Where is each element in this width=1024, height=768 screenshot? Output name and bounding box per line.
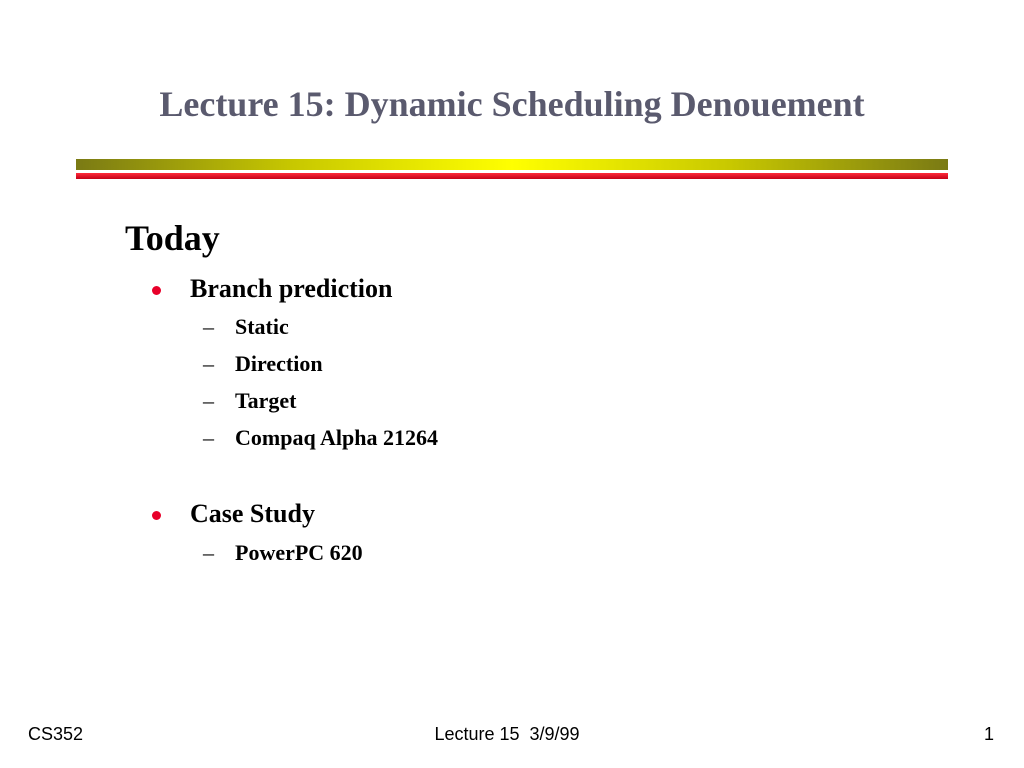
title-rule-yellow <box>76 159 948 170</box>
sub-item-label: Static <box>235 314 289 339</box>
dash-icon: – <box>203 351 214 376</box>
footer-page-number: 1 <box>983 724 994 744</box>
section-heading: Today <box>125 218 220 258</box>
dash-icon: – <box>203 388 214 413</box>
sub-item-label: Direction <box>235 351 323 376</box>
slide-title: Lecture 15: Dynamic Scheduling Denouement <box>159 84 865 124</box>
bullet-dot-icon <box>152 511 161 520</box>
dash-icon: – <box>203 314 214 339</box>
bullet-dot-icon <box>152 286 161 295</box>
bullet-label: Branch prediction <box>190 274 393 303</box>
dash-icon: – <box>203 425 214 450</box>
dash-icon: – <box>203 540 214 565</box>
footer-course: CS352 <box>28 724 84 744</box>
footer-lecture-date: Lecture 15 3/9/99 <box>434 724 580 744</box>
sub-item-label: Target <box>235 388 297 413</box>
sub-item-label: Compaq Alpha 21264 <box>235 425 438 450</box>
sub-item-label: PowerPC 620 <box>235 540 363 565</box>
bullet-label: Case Study <box>190 499 315 528</box>
title-rule-red <box>76 173 948 179</box>
